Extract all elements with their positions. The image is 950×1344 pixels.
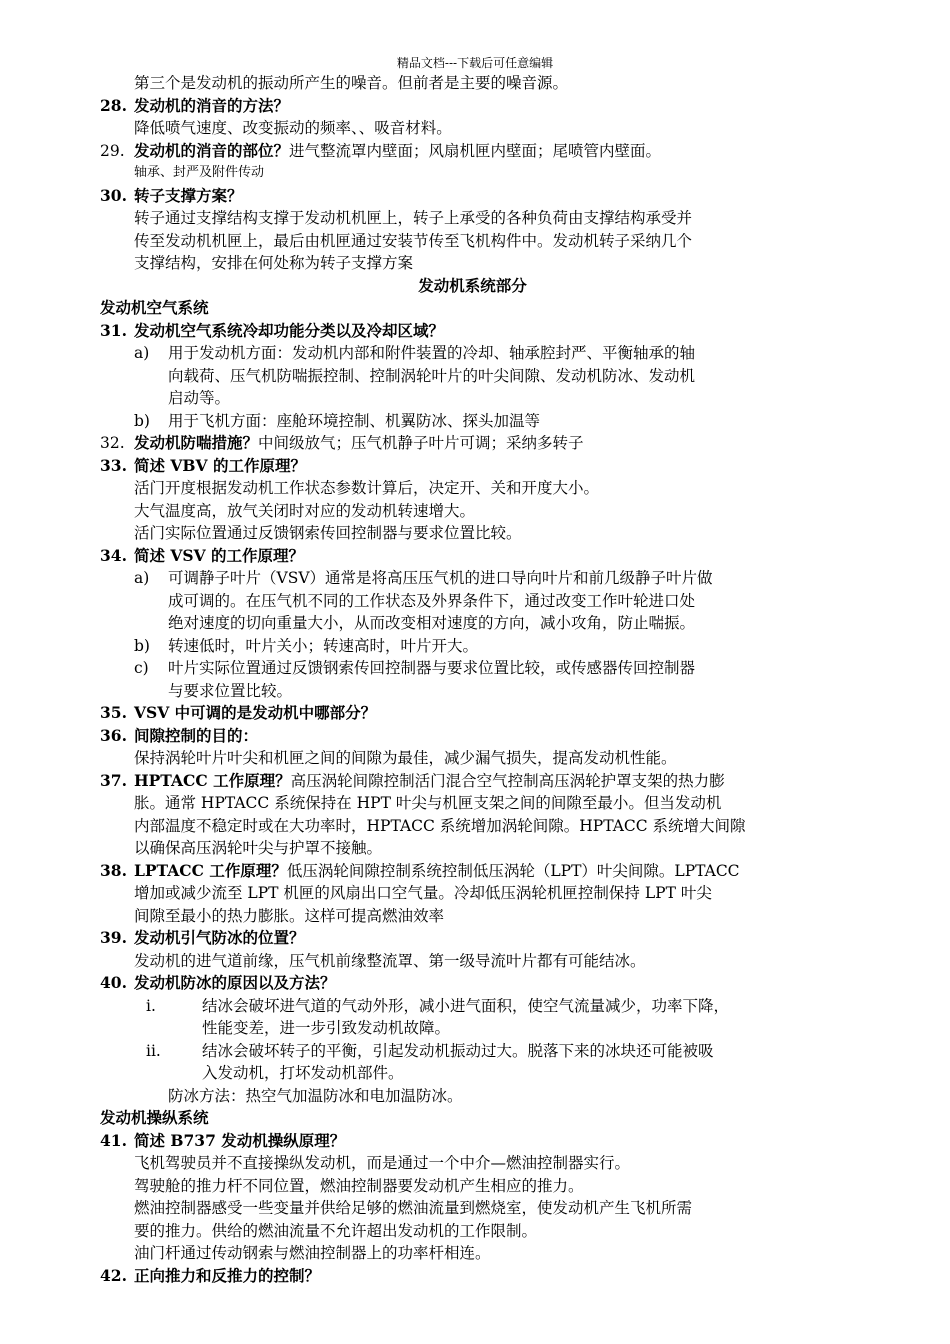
answer-line: 燃油控制器感受一些变量并供给足够的燃油流量到燃烧室，使发动机产生飞机所需 [134, 1199, 693, 1217]
answer-inline: 进气整流罩内壁面；风扇机匣内壁面；尾喷管内壁面。 [289, 141, 662, 160]
answer-line: 飞机驾驶员并不直接操纵发动机，而是通过一个中介—燃油控制器实行。 [134, 1154, 631, 1172]
document-body [100, 72, 845, 1287]
section-heading: 发动机系统部分 [418, 275, 527, 295]
question-number: 30. [100, 185, 127, 205]
list-text: 用于发动机方面：发动机内部和附件装置的冷却、轴承腔封严、平衡轴承的轴 [168, 344, 696, 362]
question-36 [100, 725, 845, 748]
question-number: 32. [100, 434, 125, 452]
question-number: 38. [100, 860, 127, 880]
question-number: 29. [100, 141, 125, 160]
answer-line: 支撑结构，安排在何处称为转子支撑方案 [134, 254, 414, 272]
question-29 [100, 140, 845, 163]
page-header: 精品文档---下载后可任意编辑 [396, 56, 554, 70]
answer-line: 转子通过支撑结构支撑于发动机机匣上，转子上承受的各种负荷由支撑结构承受并 [134, 209, 693, 227]
answer-line: 防冰方法：热空气加温防冰和电加温防冰。 [168, 1086, 463, 1105]
question-title: 发动机防喘措施？ [134, 433, 259, 452]
question-title: VSV 中可调的是发动机中哪部分？ [134, 703, 377, 722]
answer-line: 大气温度高，放气关闭时对应的发动机转速增大。 [134, 501, 476, 520]
question-title: LPTACC 工作原理？ [134, 860, 287, 880]
list-text: 叶片实际位置通过反馈钢索传回控制器与要求位置比较，或传感器传回控制器 [168, 659, 696, 677]
subsection-heading: 发动机空气系统 [100, 298, 209, 317]
list-marker: b) [134, 411, 150, 430]
answer-line: 增加或减少流至 LPT 机匣的风扇出口空气量。冷却低压涡轮机匣控制保持 LPT 叶尖 [134, 884, 712, 902]
answer-inline: 高压涡轮间隙控制活门混合空气控制高压涡轮护罩支架的热力膨 [290, 771, 725, 790]
list-item [100, 635, 845, 658]
list-text: 可调静子叶片（VSV）通常是将高压压气机的进口导向叶片和前几级静子叶片做 [168, 569, 713, 587]
question-35 [100, 702, 845, 725]
list-marker: ii. [146, 1041, 161, 1060]
question-number: 39. [100, 928, 127, 947]
answer-line: 保持涡轮叶片叶尖和机匣之间的间隙为最佳，减少漏气损失，提高发动机性能。 [134, 749, 677, 767]
answer-inline: 中间级放气；压气机静子叶片可调；采纳多转子 [258, 434, 584, 452]
question-32 [100, 432, 845, 455]
answer-line: 以确保高压涡轮叶尖与护罩不接触。 [134, 839, 383, 857]
list-item [100, 1040, 845, 1085]
question-title: 简述 B737 发动机操纵原理？ [134, 1130, 346, 1150]
list-text: 成可调的。在压气机不同的工作状态及外界条件下，通过改变工作叶轮进口处 [168, 591, 696, 610]
question-number: 28. [100, 95, 127, 115]
list-marker: c) [134, 659, 149, 677]
question-30 [100, 185, 845, 208]
question-title: 转子支撑方案？ [134, 185, 243, 205]
list-item [100, 567, 845, 635]
list-marker: a) [134, 569, 150, 587]
list-item [100, 342, 845, 410]
question-number: 36. [100, 725, 127, 745]
question-number: 34. [100, 545, 127, 565]
question-41 [100, 1130, 845, 1153]
list-text: 性能变差，进一步引致发动机故障。 [202, 1019, 451, 1037]
list-text: 与要求位置比较。 [168, 681, 293, 700]
list-item [100, 995, 845, 1040]
answer-line: 发动机的进气道前缘，压气机前缘整流罩、第一级导流叶片都有可能结冰。 [134, 951, 646, 970]
question-number: 41. [100, 1130, 127, 1150]
question-38 [100, 860, 845, 883]
question-33 [100, 455, 845, 478]
answer-line: 内部温度不稳定时或在大功率时，HPTACC 系统增加涡轮间隙。HPTACC 系统增大间隙 [134, 816, 746, 835]
question-number: 37. [100, 770, 127, 790]
answer-line: 油门杆通过传动钢索与燃油控制器上的功率杆相连。 [134, 1244, 491, 1262]
question-title: 发动机空气系统冷却功能分类以及冷却区域？ [134, 320, 445, 340]
question-number: 31. [100, 320, 127, 340]
list-text: 入发动机，打坏发动机部件。 [202, 1064, 404, 1082]
text-line: 第三个是发动机的振动所产生的噪音。但前者是主要的噪音源。 [134, 74, 569, 92]
question-title: 间隙控制的目的： [134, 725, 259, 745]
question-title: 发动机的消音的部位？ [134, 140, 290, 160]
answer-line: 要的推力。供给的燃油流量不允许超出发动机的工作限制。 [134, 1221, 538, 1240]
list-text: 启动等。 [168, 389, 231, 407]
list-text: 转速低时，叶片关小；转速高时，叶片开大。 [168, 636, 479, 655]
question-37 [100, 770, 845, 793]
question-title: 正向推力和反推力的控制？ [134, 1265, 321, 1285]
list-text: 向载荷、压气机防喘振控制、控制涡轮叶片的叶尖间隙、发动机防冰、发动机 [168, 366, 696, 385]
list-marker: a) [134, 344, 150, 362]
list-item [100, 657, 845, 702]
answer-line: 胀。通常 HPTACC 系统保持在 HPT 叶尖与机匣支架之间的间隙至最小。但当发动机 [134, 794, 722, 812]
list-item [100, 410, 845, 433]
answer-line: 降低喷气速度、改变振动的频率、、吸音材料。 [134, 119, 452, 137]
question-title: 发动机引气防冰的位置？ [134, 928, 305, 947]
answer-line: 间隙至最小的热力膨胀。这样可提高燃油效率 [134, 906, 445, 925]
question-number: 40. [100, 973, 127, 992]
list-marker: i. [146, 996, 156, 1015]
question-number: 42. [100, 1265, 127, 1285]
list-text: 结冰会破坏转子的平衡，引起发动机振动过大。脱落下来的冰块还可能被吸 [202, 1041, 714, 1060]
answer-line: 轴承、封严及附件传动 [134, 165, 265, 180]
question-28 [100, 95, 845, 118]
question-title: 简述 VSV 的工作原理？ [134, 545, 305, 565]
question-title: 发动机防冰的原因以及方法？ [134, 973, 336, 992]
list-text: 结冰会破坏进气道的气动外形，减小进气面积，使空气流量减少，功率下降， [202, 996, 730, 1015]
question-number: 35. [100, 703, 127, 722]
question-title: HPTACC 工作原理？ [134, 770, 291, 790]
subsection-heading: 发动机操纵系统 [100, 1108, 209, 1127]
question-title: 发动机的消音的方法？ [134, 95, 290, 115]
answer-line: 传至发动机机匣上，最后由机匣通过安装节传至飞机构件中。发动机转子采纳几个 [134, 231, 693, 250]
question-31 [100, 320, 845, 343]
question-39 [100, 927, 845, 950]
question-42 [100, 1265, 845, 1288]
question-40 [100, 972, 845, 995]
answer-inline: 低压涡轮间隙控制系统控制低压涡轮（LPT）叶尖间隙。LPTACC [286, 861, 740, 880]
question-34 [100, 545, 845, 568]
list-marker: b) [134, 636, 150, 655]
question-number: 33. [100, 455, 127, 475]
list-text: 用于飞机方面：座舱环境控制、机翼防冰、探头加温等 [168, 411, 541, 430]
answer-line: 活门开度根据发动机工作状态参数计算后，决定开、关和开度大小。 [134, 479, 600, 497]
answer-line: 驾驶舱的推力杆不同位置，燃油控制器要发动机产生相应的推力。 [134, 1176, 584, 1195]
list-text: 绝对速度的切向重量大小，从而改变相对速度的方向，减小攻角，防止喘振。 [168, 614, 696, 632]
answer-line: 活门实际位置通过反馈钢索传回控制器与要求位置比较。 [134, 524, 522, 542]
question-title: 简述 VBV 的工作原理？ [134, 455, 306, 475]
